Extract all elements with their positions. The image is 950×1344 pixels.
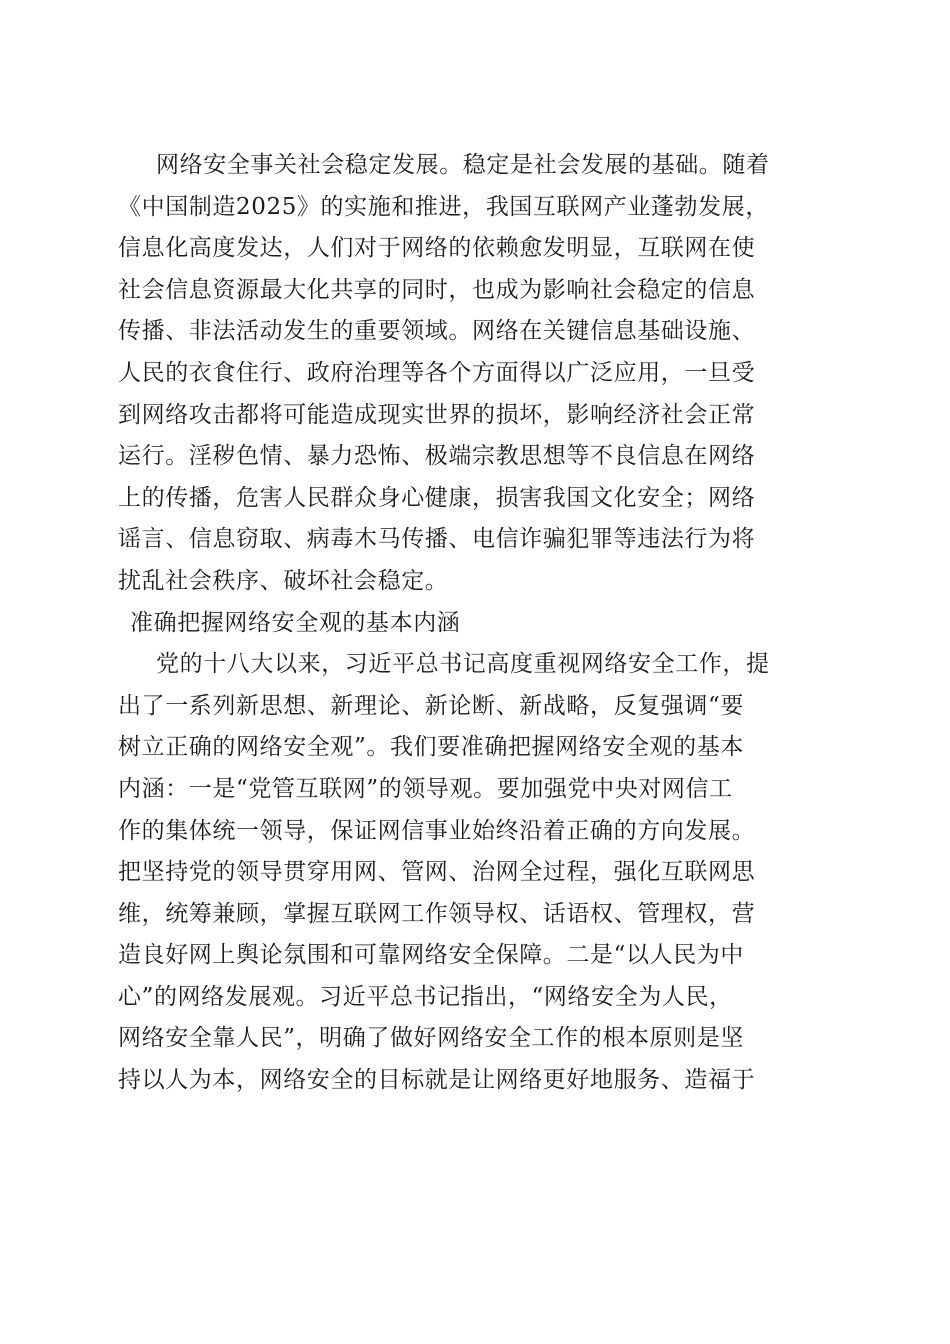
- text-line: 传播、非法活动发生的重要领域。网络在关键信息基础设施、: [118, 318, 756, 345]
- text-line: 社会信息资源最大化共享的同时，也成为影响社会稳定的信息: [118, 276, 756, 303]
- text-line: 运行。淫秽色情、暴力恐怖、极端宗教思想等不良信息在网络: [118, 443, 756, 470]
- text-line: 《中国制造2025》的实施和推进，我国互联网产业蓬勃发展，: [118, 193, 769, 220]
- text-line: 网络安全事关社会稳定发展。稳定是社会发展的基础。随着: [156, 152, 770, 178]
- document-body: [118, 145, 828, 1102]
- text-line: 内涵：一是“党管互联网”的领导观。要加强党中央对网信工: [118, 775, 733, 802]
- text-line: 作的集体统一领导，保证网信事业始终沿着正确的方向发展。: [118, 817, 756, 844]
- text-line: 谣言、信息窃取、病毒木马传播、电信诈骗犯罪等违法行为将: [118, 526, 756, 553]
- text-line: 持以人为本，网络安全的目标就是让网络更好地服务、造福于: [118, 1067, 756, 1094]
- text-line: 信息化高度发达，人们对于网络的依赖愈发明显，互联网在使: [118, 235, 756, 262]
- text-line: 党的十八大以来，习近平总书记高度重视网络安全工作，提: [156, 651, 770, 678]
- text-line: 出了一系列新思想、新理论、新论断、新战略，反复强调“要: [118, 692, 744, 719]
- text-line: 到网络攻击都将可能造成现实世界的损坏，影响经济社会正常: [118, 401, 756, 428]
- text-line: 树立正确的网络安全观”。我们要准确把握网络安全观的基本: [118, 734, 744, 761]
- text-line: 人民的衣食住行、政府治理等各个方面得以广泛应用，一旦受: [118, 359, 756, 386]
- paragraph-security-concept: [118, 644, 828, 1102]
- text-line: 把坚持党的领导贯穿用网、管网、治网全过程，强化互联网思: [118, 859, 756, 886]
- text-line: 维，统筹兼顾，掌握互联网工作领导权、话语权、管理权，营: [118, 900, 756, 927]
- text-line: 上的传播，危害人民群众身心健康，损害我国文化安全；网络: [118, 484, 756, 511]
- section-heading: 准确把握网络安全观的基本内涵: [130, 609, 461, 636]
- text-line: 造良好网上舆论氛围和可靠网络安全保障。二是“以人民为中: [118, 942, 744, 969]
- text-line: 心”的网络发展观。习近平总书记指出，“网络安全为人民，: [118, 983, 733, 1010]
- text-line: 扰乱社会秩序、破坏社会稳定。: [118, 567, 449, 594]
- text-line: 网络安全靠人民”，明确了做好网络安全工作的根本原则是坚: [118, 1025, 744, 1052]
- paragraph-network-security-stability: [118, 145, 828, 603]
